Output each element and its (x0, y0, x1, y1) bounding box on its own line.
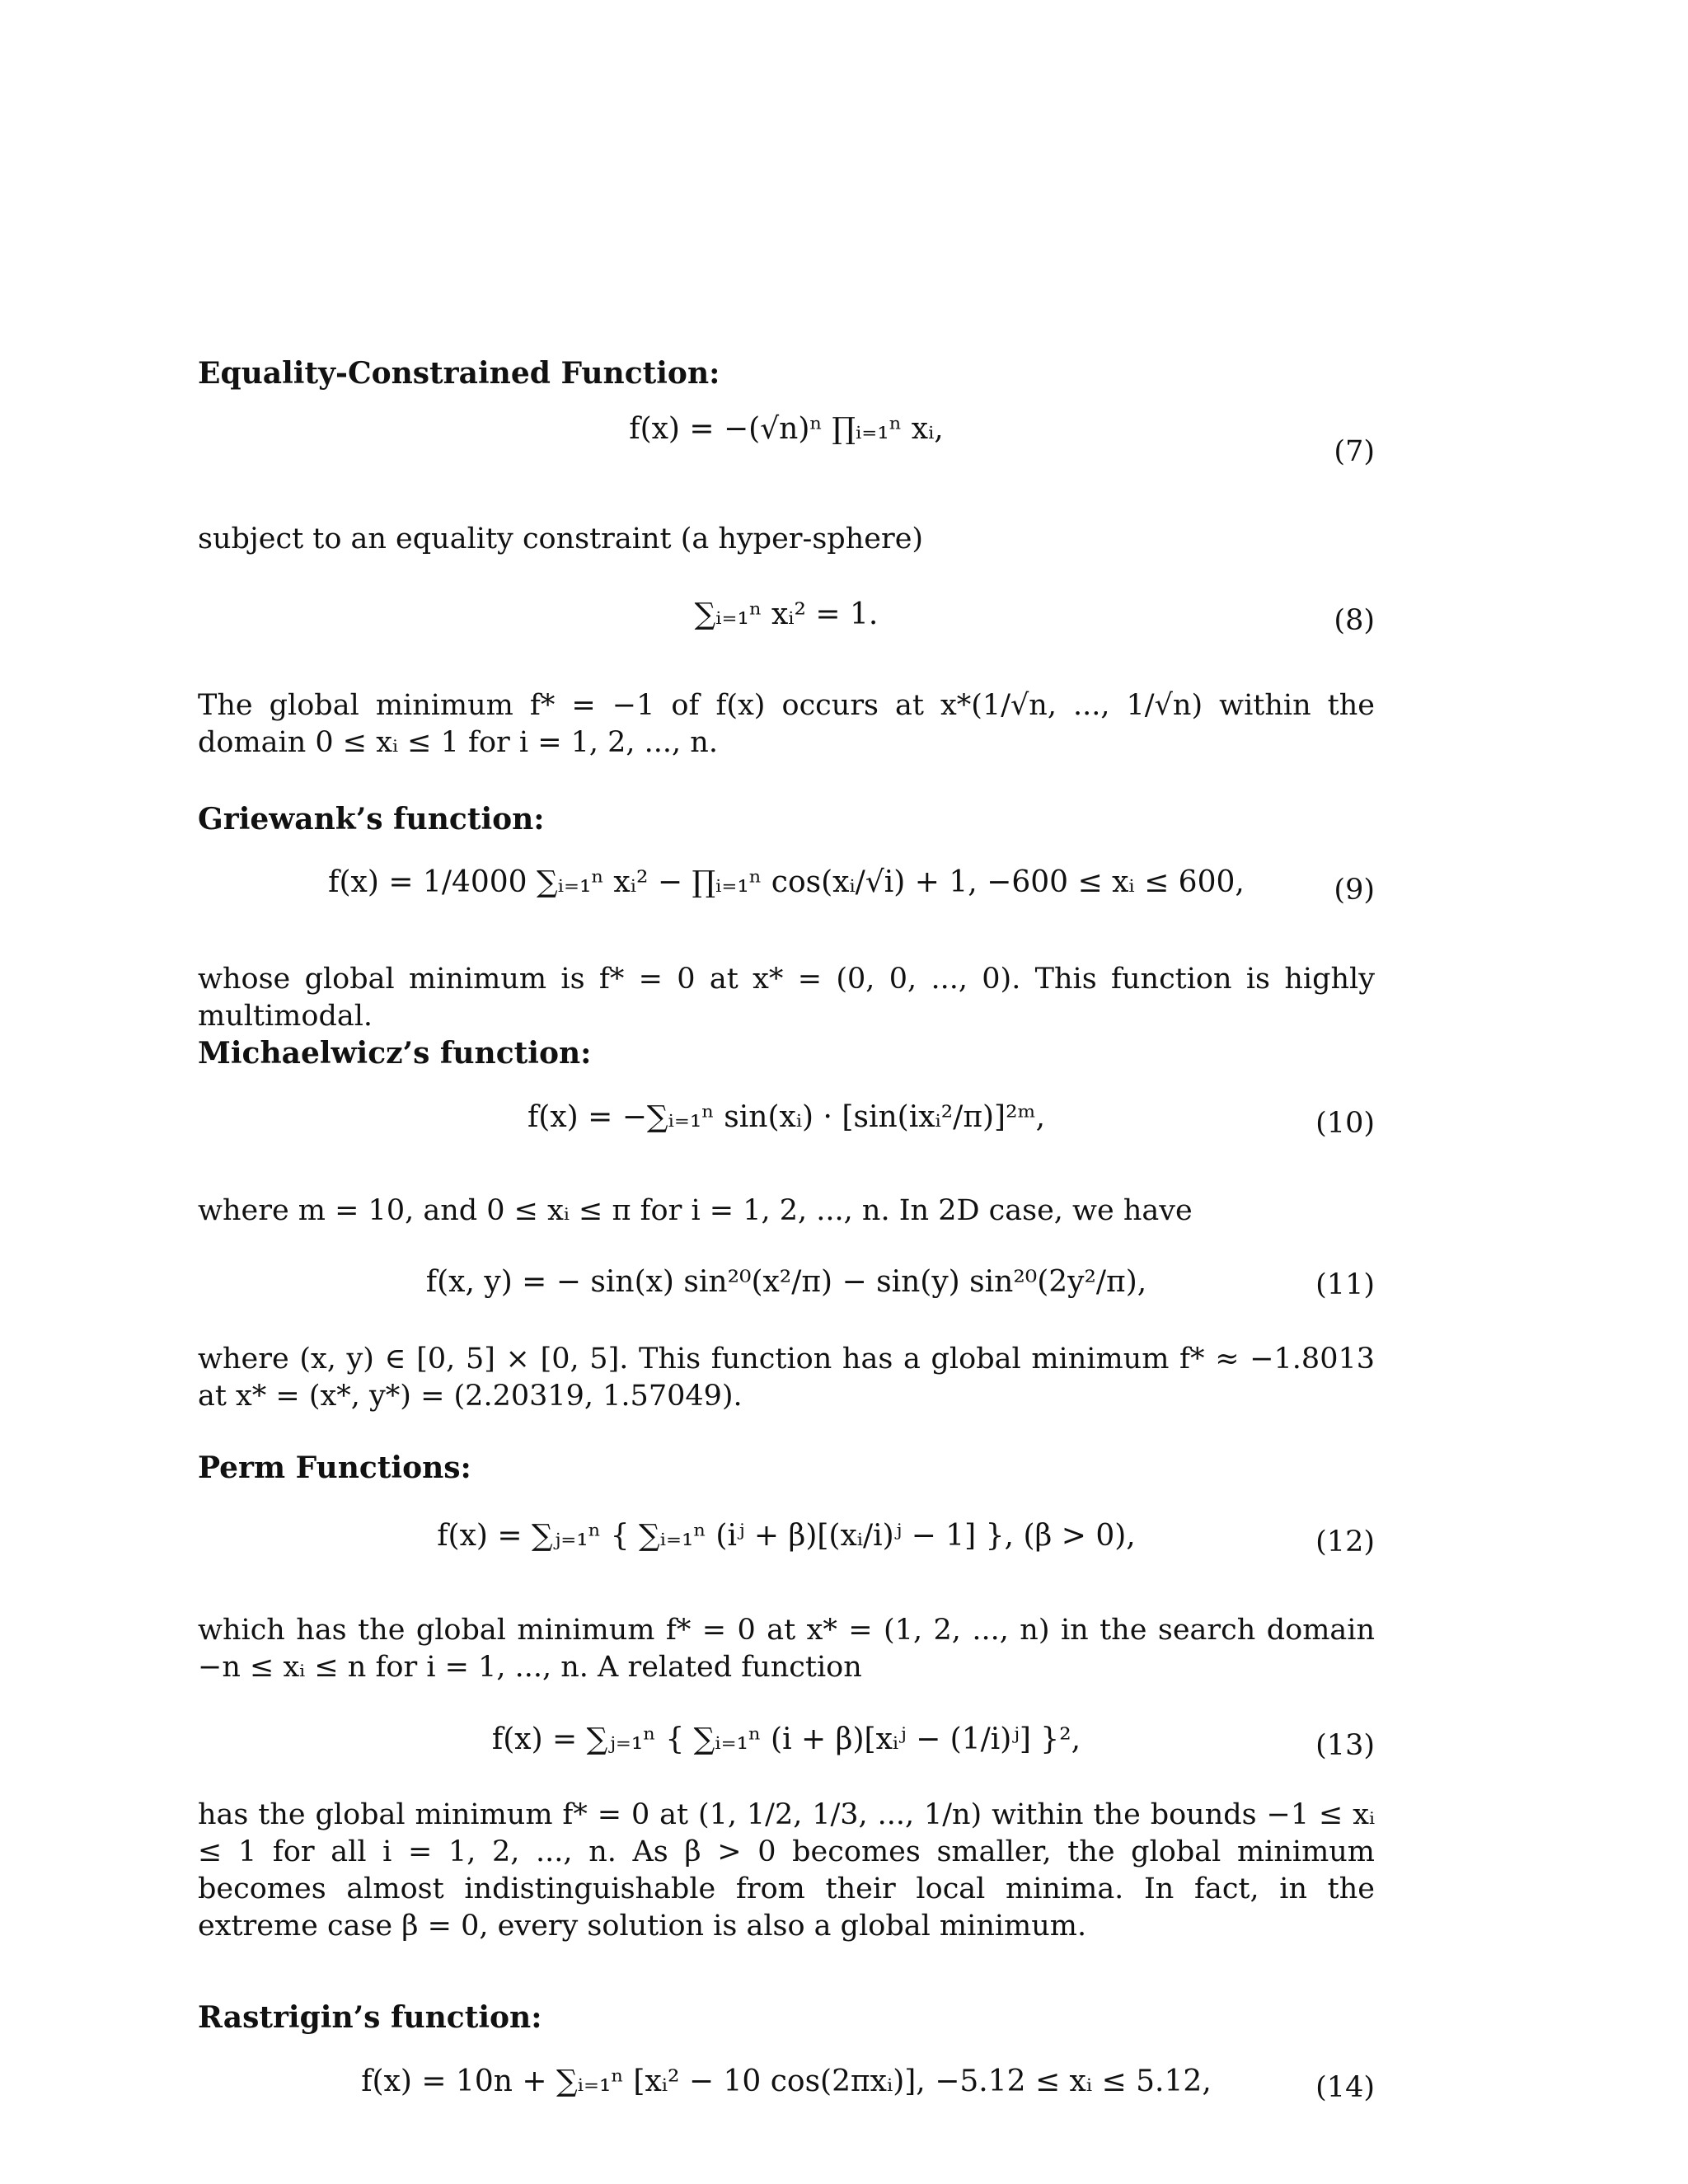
equation-13-number: (13) (1315, 1729, 1375, 1762)
section-heading-griewank: Griewank’s function: (198, 802, 545, 837)
equation-14-number: (14) (1315, 2071, 1375, 2104)
equation-9-body: f(x) = 1/4000 ∑ᵢ₌₁ⁿ xᵢ² − ∏ᵢ₌₁ⁿ cos(xᵢ/√i) + 1, −600 ≤ xᵢ ≤ 600, (328, 865, 1245, 899)
equation-11-body: f(x, y) = − sin(x) sin²⁰(x²/π) − sin(y) sin²⁰(2y²/π), (425, 1265, 1147, 1299)
equation-12-number: (12) (1315, 1526, 1375, 1558)
equation-10 (198, 1100, 1375, 1140)
paragraph-michaelwicz-minimum: where (x, y) ∈ [0, 5] × [0, 5]. This function has a global minimum f* ≈ −1.8013 at x* = (x*, y*) = (2.20319, 1.57049). (198, 1343, 1375, 1413)
paragraph-equality-minimum: The global minimum f* = −1 of f(x) occurs at x*(1/√n, ..., 1/√n) within the domain 0 ≤ xᵢ ≤ 1 for i = 1, 2, ..., n. (198, 689, 1375, 759)
equation-10-number: (10) (1315, 1107, 1375, 1140)
equation-11 (198, 1265, 1375, 1301)
paragraph-constraint: subject to an equality constraint (a hyper-sphere) (198, 523, 924, 555)
equation-7-number: (7) (1334, 435, 1375, 468)
section-heading-michaelwicz: Michaelwicz’s function: (198, 1036, 592, 1071)
section-heading-rastrigin: Rastrigin’s function: (198, 2000, 542, 2035)
equation-14 (198, 2064, 1375, 2104)
paragraph-perm-minimum: which has the global minimum f* = 0 at x* = (1, 2, ..., n) in the search domain −n ≤ xᵢ ≤ n for i = 1, ..., n. A related function (198, 1614, 1375, 1684)
equation-11-number: (11) (1315, 1268, 1375, 1301)
equation-12-body: f(x) = ∑ⱼ₌₁ⁿ { ∑ᵢ₌₁ⁿ (iʲ + β)[(xᵢ/i)ʲ − 1] }, (β > 0), (437, 1519, 1136, 1553)
equation-7-body: f(x) = −(√n)ⁿ ∏ᵢ₌₁ⁿ xᵢ, (629, 412, 944, 446)
equation-13-body: f(x) = ∑ⱼ₌₁ⁿ { ∑ᵢ₌₁ⁿ (i + β)[xᵢʲ − (1/i)ʲ] }², (491, 1722, 1081, 1756)
equation-14-body: f(x) = 10n + ∑ᵢ₌₁ⁿ [xᵢ² − 10 cos(2πxᵢ)], −5.12 ≤ xᵢ ≤ 5.12, (361, 2064, 1212, 2098)
equation-12 (198, 1519, 1375, 1558)
equation-10-body: f(x) = −∑ᵢ₌₁ⁿ sin(xᵢ) · [sin(ixᵢ²/π)]²ᵐ, (527, 1100, 1046, 1134)
section-heading-equality: Equality-Constrained Function: (198, 356, 720, 391)
equation-8-number: (8) (1334, 604, 1375, 637)
paragraph-michaelwicz-params: where m = 10, and 0 ≤ xᵢ ≤ π for i = 1, 2, ..., n. In 2D case, we have (198, 1194, 1193, 1227)
equation-7 (198, 412, 1375, 468)
paragraph-perm-related: has the global minimum f* = 0 at (1, 1/2, 1/3, ..., 1/n) within the bounds −1 ≤ xᵢ ≤ 1 for all i = 1, 2, ..., n. As β > 0 becomes smaller, the global minimum becomes almost indistinguishable from their local minima. In fact, in the extreme case β = 0, every solution is also a global minimum. (198, 1798, 1375, 1943)
equation-9 (198, 865, 1375, 907)
equation-9-number: (9) (1334, 874, 1375, 907)
section-heading-perm: Perm Functions: (198, 1451, 471, 1485)
equation-8-body: ∑ᵢ₌₁ⁿ xᵢ² = 1. (694, 598, 879, 631)
equation-13 (198, 1722, 1375, 1762)
paragraph-griewank: whose global minimum is f* = 0 at x* = (0, 0, ..., 0). This function is highly multimodal. (198, 963, 1375, 1033)
